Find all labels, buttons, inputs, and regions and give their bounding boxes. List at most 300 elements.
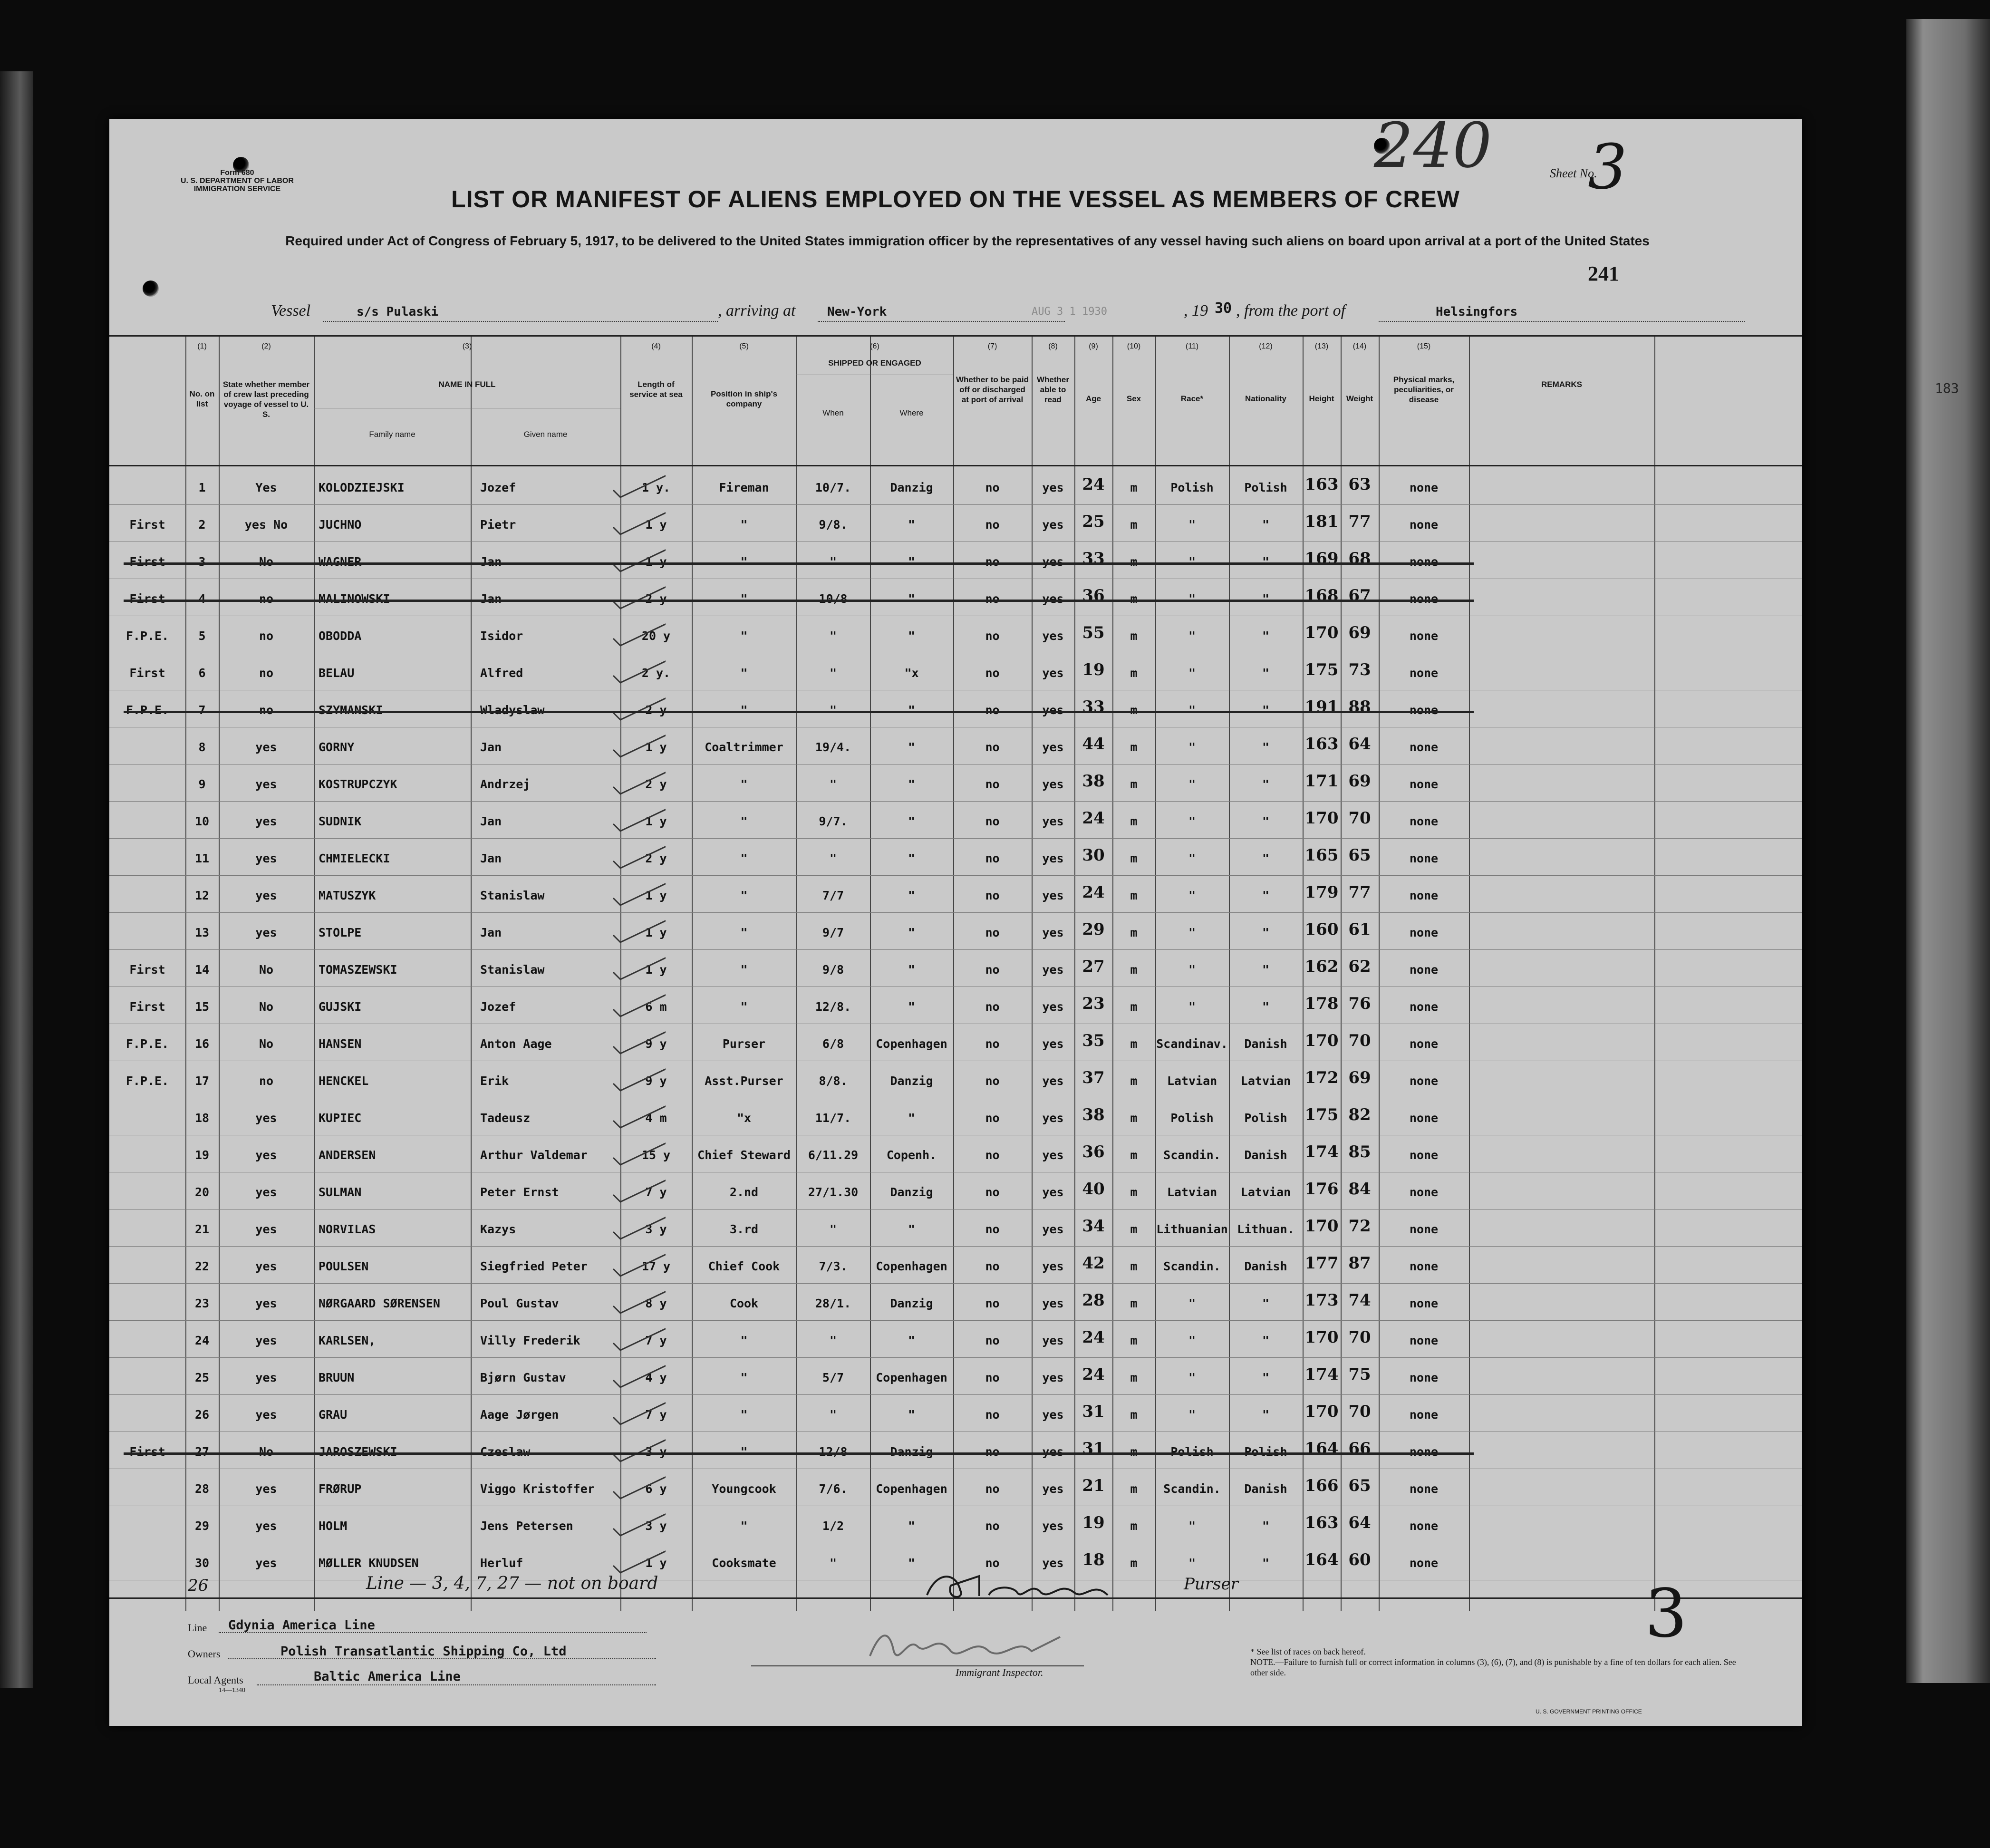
year-value: 30 bbox=[1215, 300, 1232, 317]
table-row bbox=[109, 542, 1802, 579]
header-remarks: REMARKS bbox=[1541, 380, 1582, 389]
row-length-of-service: 7 y bbox=[645, 1185, 667, 1199]
row-number: 20 bbox=[194, 1185, 210, 1199]
adjacent-page-right-edge bbox=[1906, 19, 1990, 1683]
row-number: 3 bbox=[198, 555, 206, 569]
row-margin-note: First bbox=[129, 1445, 165, 1459]
row-given-name: Czeslaw bbox=[480, 1445, 531, 1459]
row-height: 174 bbox=[1304, 1142, 1339, 1161]
row-given-name: Jozef bbox=[480, 1000, 516, 1014]
row-shipped-where: " bbox=[908, 703, 916, 717]
row-shipped-where: Danzig bbox=[890, 1297, 933, 1310]
row-shipped-where: " bbox=[908, 740, 916, 754]
row-shipped-where: Copenhagen bbox=[876, 1371, 947, 1384]
row-physical-marks: none bbox=[1409, 1185, 1439, 1199]
table-row bbox=[109, 1135, 1802, 1172]
row-paid-off: no bbox=[985, 1000, 1000, 1014]
row-number: 11 bbox=[194, 851, 210, 865]
row-sex: m bbox=[1130, 703, 1138, 717]
table-row bbox=[109, 987, 1802, 1024]
row-shipped-where: " bbox=[908, 889, 916, 902]
row-nationality: " bbox=[1262, 814, 1270, 828]
row-weight: 72 bbox=[1348, 1217, 1371, 1236]
row-nationality: " bbox=[1262, 889, 1270, 902]
row-weight: 74 bbox=[1348, 1291, 1371, 1310]
row-paid-off: no bbox=[985, 740, 1000, 754]
row-race: Polish bbox=[1170, 1111, 1214, 1125]
row-age: 35 bbox=[1082, 1031, 1105, 1050]
row-number: 25 bbox=[194, 1371, 210, 1384]
row-weight: 75 bbox=[1348, 1365, 1371, 1384]
row-family-name: GRAU bbox=[319, 1408, 348, 1422]
row-shipped-when: 9/8 bbox=[822, 963, 844, 977]
header-physical-marks: Physical marks, peculiarities, or disease bbox=[1393, 375, 1455, 404]
row-family-name: HOLM bbox=[319, 1519, 348, 1533]
row-position: " bbox=[740, 666, 748, 680]
row-shipped-where: " bbox=[908, 814, 916, 828]
service-name: IMMIGRATION SERVICE bbox=[193, 185, 281, 193]
row-height: 165 bbox=[1304, 846, 1339, 865]
row-race: " bbox=[1188, 1371, 1196, 1384]
row-family-name: SULMAN bbox=[319, 1185, 362, 1199]
row-sex: m bbox=[1130, 1519, 1138, 1533]
row-given-name: Peter Ernst bbox=[480, 1185, 559, 1199]
row-able-to-read: yes bbox=[1042, 1297, 1064, 1310]
header-weight: Weight bbox=[1346, 394, 1373, 403]
header-family-name: Family name bbox=[369, 430, 415, 439]
row-able-to-read: yes bbox=[1042, 1519, 1064, 1533]
row-family-name: FRØRUP bbox=[319, 1482, 362, 1496]
row-family-name: TOMASZEWSKI bbox=[319, 963, 397, 977]
row-shipped-when: 1/2 bbox=[822, 1519, 844, 1533]
row-family-name: NØRGAARD SØRENSEN bbox=[319, 1297, 440, 1310]
check-mark-icon bbox=[609, 1361, 666, 1390]
row-previous-voyage: no bbox=[259, 592, 274, 606]
department-name: U. S. DEPARTMENT OF LABOR bbox=[181, 177, 294, 185]
row-shipped-where: " bbox=[908, 777, 916, 791]
row-number: 16 bbox=[194, 1037, 210, 1051]
row-length-of-service: 6 m bbox=[645, 1000, 667, 1014]
table-row bbox=[109, 1432, 1802, 1469]
row-number: 12 bbox=[194, 889, 210, 902]
row-sex: m bbox=[1130, 926, 1138, 939]
check-mark-icon bbox=[609, 1509, 666, 1538]
row-family-name: SZYMANSKI bbox=[319, 703, 383, 717]
row-length-of-service: 2 y bbox=[645, 703, 667, 717]
row-shipped-when: 7/3. bbox=[819, 1259, 848, 1273]
row-able-to-read: yes bbox=[1042, 518, 1064, 532]
row-physical-marks: none bbox=[1409, 666, 1439, 680]
check-mark-icon bbox=[609, 916, 666, 945]
row-sex: m bbox=[1130, 1445, 1138, 1459]
row-sex: m bbox=[1130, 1371, 1138, 1384]
row-nationality: " bbox=[1262, 703, 1270, 717]
row-weight: 65 bbox=[1348, 846, 1371, 865]
row-able-to-read: yes bbox=[1042, 1445, 1064, 1459]
row-able-to-read: yes bbox=[1042, 926, 1064, 939]
row-weight: 82 bbox=[1348, 1105, 1371, 1124]
table-row bbox=[109, 801, 1802, 838]
row-nationality: " bbox=[1262, 592, 1270, 606]
row-height: 160 bbox=[1304, 920, 1339, 939]
row-age: 30 bbox=[1082, 846, 1105, 865]
table-row bbox=[109, 912, 1802, 949]
row-nationality: " bbox=[1262, 740, 1270, 754]
row-given-name: Arthur Valdemar bbox=[480, 1148, 588, 1162]
row-previous-voyage: No bbox=[259, 1445, 274, 1459]
row-previous-voyage: yes bbox=[255, 1408, 277, 1422]
row-number: 24 bbox=[194, 1334, 210, 1347]
row-age: 23 bbox=[1082, 994, 1105, 1013]
row-length-of-service: 1 y bbox=[645, 926, 667, 939]
row-family-name: CHMIELECKI bbox=[319, 851, 390, 865]
manifest-page bbox=[109, 119, 1802, 1726]
row-nationality: Danish bbox=[1244, 1259, 1287, 1273]
row-shipped-where: Copenh. bbox=[886, 1148, 937, 1162]
arriving-port: New-York bbox=[827, 305, 887, 319]
row-able-to-read: yes bbox=[1042, 1556, 1064, 1570]
row-position: "x bbox=[736, 1111, 752, 1125]
check-mark-icon bbox=[609, 805, 666, 833]
row-nationality: Danish bbox=[1244, 1037, 1287, 1051]
row-shipped-where: Copenhagen bbox=[876, 1259, 947, 1273]
row-nationality: Polish bbox=[1244, 1111, 1287, 1125]
row-previous-voyage: no bbox=[259, 703, 274, 717]
row-number: 30 bbox=[194, 1556, 210, 1570]
row-weight: 67 bbox=[1348, 586, 1371, 605]
row-length-of-service: 6 y bbox=[645, 1482, 667, 1496]
printer-credit: U. S. GOVERNMENT PRINTING OFFICE bbox=[1536, 1708, 1642, 1715]
check-mark-icon bbox=[609, 1435, 666, 1464]
row-height: 170 bbox=[1304, 623, 1339, 642]
row-given-name: Siegfried Peter bbox=[480, 1259, 588, 1273]
row-age: 24 bbox=[1082, 1365, 1105, 1384]
row-given-name: Isidor bbox=[480, 629, 523, 643]
row-number: 28 bbox=[194, 1482, 210, 1496]
row-race: Polish bbox=[1170, 481, 1214, 494]
row-race: " bbox=[1188, 814, 1196, 828]
row-race: Scandin. bbox=[1163, 1148, 1221, 1162]
row-number: 6 bbox=[198, 666, 206, 680]
row-shipped-when: 12/8 bbox=[819, 1445, 848, 1459]
row-physical-marks: none bbox=[1409, 1297, 1439, 1310]
row-previous-voyage: yes bbox=[255, 926, 277, 939]
row-previous-voyage: yes bbox=[255, 1148, 277, 1162]
row-family-name: KARLSEN, bbox=[319, 1334, 376, 1347]
line-value: Gdynia America Line bbox=[228, 1618, 375, 1633]
row-previous-voyage: yes bbox=[255, 1185, 277, 1199]
row-given-name: Andrzej bbox=[480, 777, 531, 791]
row-shipped-when: " bbox=[829, 1408, 837, 1422]
row-physical-marks: none bbox=[1409, 740, 1439, 754]
row-sex: m bbox=[1130, 592, 1138, 606]
row-length-of-service: 1 y bbox=[645, 740, 667, 754]
penalty-note: NOTE.—Failure to furnish full or correct information in columns (3), (6), (7), and (8) is punishable by a fine of ten dollars for each alien. See other side. bbox=[1250, 1657, 1736, 1677]
row-number: 19 bbox=[194, 1148, 210, 1162]
row-age: 42 bbox=[1082, 1254, 1105, 1273]
row-paid-off: no bbox=[985, 1259, 1000, 1273]
header-where: Where bbox=[899, 408, 924, 417]
row-able-to-read: yes bbox=[1042, 1408, 1064, 1422]
row-shipped-when: 7/7 bbox=[822, 889, 844, 902]
row-position: " bbox=[740, 592, 748, 606]
row-sex: m bbox=[1130, 1148, 1138, 1162]
row-length-of-service: 1 y bbox=[645, 555, 667, 569]
row-race: Scandin. bbox=[1163, 1259, 1221, 1273]
row-length-of-service: 7 y bbox=[645, 1408, 667, 1422]
header-age: Age bbox=[1085, 394, 1101, 403]
check-mark-icon bbox=[609, 619, 666, 648]
row-age: 31 bbox=[1082, 1439, 1105, 1458]
row-length-of-service: 4 y bbox=[645, 1371, 667, 1384]
row-able-to-read: yes bbox=[1042, 1482, 1064, 1496]
row-physical-marks: none bbox=[1409, 592, 1439, 606]
row-given-name: Tadeusz bbox=[480, 1111, 531, 1125]
row-number: 18 bbox=[194, 1111, 210, 1125]
row-sex: m bbox=[1130, 1297, 1138, 1310]
row-position: Youngcook bbox=[712, 1482, 776, 1496]
row-shipped-where: " bbox=[908, 518, 916, 532]
handwritten-top-number: 240 bbox=[1374, 119, 1492, 182]
row-given-name: Herluf bbox=[480, 1556, 523, 1570]
row-family-name: KUPIEC bbox=[319, 1111, 362, 1125]
row-weight: 63 bbox=[1348, 475, 1371, 494]
row-position: Cook bbox=[729, 1297, 759, 1310]
row-position: " bbox=[740, 1000, 748, 1014]
row-family-name: GORNY bbox=[319, 740, 355, 754]
check-mark-icon bbox=[609, 1213, 666, 1241]
check-mark-icon bbox=[609, 508, 666, 537]
agents-label: Local Agents bbox=[188, 1674, 243, 1686]
row-length-of-service: 2 y bbox=[645, 851, 667, 865]
row-previous-voyage: yes bbox=[255, 1519, 277, 1533]
row-previous-voyage: No bbox=[259, 1037, 274, 1051]
row-height: 170 bbox=[1304, 1217, 1339, 1236]
row-able-to-read: yes bbox=[1042, 629, 1064, 643]
row-number: 5 bbox=[198, 629, 206, 643]
agents-value: Baltic America Line bbox=[314, 1669, 461, 1684]
row-position: Cooksmate bbox=[712, 1556, 776, 1570]
row-shipped-when: " bbox=[829, 666, 837, 680]
row-shipped-where: " bbox=[908, 926, 916, 939]
row-shipped-when: 9/7. bbox=[819, 814, 848, 828]
row-height: 172 bbox=[1304, 1068, 1339, 1087]
row-paid-off: no bbox=[985, 1371, 1000, 1384]
row-position: " bbox=[740, 518, 748, 532]
row-race: " bbox=[1188, 926, 1196, 939]
row-height: 162 bbox=[1304, 957, 1339, 976]
row-position: 2.nd bbox=[729, 1185, 759, 1199]
header-race: Race* bbox=[1180, 394, 1204, 403]
row-given-name: Kazys bbox=[480, 1222, 516, 1236]
row-length-of-service: 1 y bbox=[645, 1556, 667, 1570]
row-family-name: GUJSKI bbox=[319, 1000, 362, 1014]
row-position: " bbox=[740, 926, 748, 939]
page-subtitle: Required under Act of Congress of February 5, 1917, to be delivered to the United States immigration officer by the representatives of any vessel having such aliens on board upon arrival at a port of the United States bbox=[285, 233, 1650, 248]
row-nationality: Latvian bbox=[1240, 1074, 1291, 1088]
row-physical-marks: none bbox=[1409, 1074, 1439, 1088]
row-given-name: Bjørn Gustav bbox=[480, 1371, 566, 1384]
row-family-name: WAGNER bbox=[319, 555, 362, 569]
row-given-name: Alfred bbox=[480, 666, 523, 680]
row-able-to-read: yes bbox=[1042, 1111, 1064, 1125]
row-paid-off: no bbox=[985, 1037, 1000, 1051]
row-age: 38 bbox=[1082, 772, 1105, 791]
table-row bbox=[109, 616, 1802, 653]
check-mark-icon bbox=[609, 1139, 666, 1167]
row-weight: 70 bbox=[1348, 1402, 1371, 1421]
row-length-of-service: 1 y. bbox=[641, 481, 671, 494]
row-previous-voyage: yes bbox=[255, 889, 277, 902]
row-family-name: BRUUN bbox=[319, 1371, 355, 1384]
row-race: " bbox=[1188, 592, 1196, 606]
row-nationality: " bbox=[1262, 1408, 1270, 1422]
row-age: 25 bbox=[1082, 512, 1105, 531]
header-sex: Sex bbox=[1126, 394, 1141, 403]
row-position: " bbox=[740, 703, 748, 717]
row-previous-voyage: yes bbox=[255, 1259, 277, 1273]
row-shipped-when: 12/8. bbox=[815, 1000, 851, 1014]
line-label: Line bbox=[188, 1622, 207, 1634]
row-sex: m bbox=[1130, 1334, 1138, 1347]
row-family-name: POULSEN bbox=[319, 1259, 369, 1273]
row-height: 179 bbox=[1304, 883, 1339, 902]
row-race: " bbox=[1188, 740, 1196, 754]
date-stamp: AUG 3 1 1930 bbox=[1032, 306, 1107, 318]
check-mark-icon bbox=[609, 657, 666, 685]
form-code: 14—1340 bbox=[219, 1687, 245, 1694]
row-age: 31 bbox=[1082, 1402, 1105, 1421]
table-row bbox=[109, 727, 1802, 764]
row-family-name: JUCHNO bbox=[319, 518, 362, 532]
row-position: Coaltrimmer bbox=[705, 740, 783, 754]
row-age: 27 bbox=[1082, 957, 1105, 976]
row-previous-voyage: Yes bbox=[255, 481, 277, 494]
row-age: 34 bbox=[1082, 1217, 1105, 1236]
row-shipped-when: 7/6. bbox=[819, 1482, 848, 1496]
row-shipped-when: " bbox=[829, 851, 837, 865]
owners-value: Polish Transatlantic Shipping Co, Ltd bbox=[280, 1644, 567, 1659]
row-previous-voyage: yes No bbox=[244, 518, 288, 532]
row-nationality: " bbox=[1262, 629, 1270, 643]
check-mark-icon bbox=[609, 1324, 666, 1353]
check-mark-icon bbox=[609, 1027, 666, 1056]
row-paid-off: no bbox=[985, 1445, 1000, 1459]
row-given-name: Wladyslaw bbox=[480, 703, 545, 717]
table-row bbox=[109, 1061, 1802, 1098]
row-able-to-read: yes bbox=[1042, 555, 1064, 569]
year-prefix: , 19 bbox=[1184, 302, 1208, 319]
row-previous-voyage: yes bbox=[255, 851, 277, 865]
table-row bbox=[109, 1098, 1802, 1135]
row-able-to-read: yes bbox=[1042, 777, 1064, 791]
row-paid-off: no bbox=[985, 1482, 1000, 1496]
row-sex: m bbox=[1130, 889, 1138, 902]
row-able-to-read: yes bbox=[1042, 1000, 1064, 1014]
row-position: Chief Steward bbox=[697, 1148, 791, 1162]
row-margin-note: F.P.E. bbox=[126, 703, 169, 717]
row-age: 28 bbox=[1082, 1291, 1105, 1310]
row-height: 166 bbox=[1304, 1476, 1339, 1495]
table-row bbox=[109, 875, 1802, 912]
row-family-name: ANDERSEN bbox=[319, 1148, 376, 1162]
check-mark-icon bbox=[609, 731, 666, 759]
row-physical-marks: none bbox=[1409, 518, 1439, 532]
row-shipped-when: 9/8. bbox=[819, 518, 848, 532]
row-race: " bbox=[1188, 518, 1196, 532]
row-previous-voyage: No bbox=[259, 555, 274, 569]
row-shipped-where: " bbox=[908, 963, 916, 977]
row-given-name: Aage Jørgen bbox=[480, 1408, 559, 1422]
row-physical-marks: none bbox=[1409, 555, 1439, 569]
row-physical-marks: none bbox=[1409, 1482, 1439, 1496]
row-weight: 88 bbox=[1348, 697, 1371, 716]
row-race: Scandinav. bbox=[1156, 1037, 1228, 1051]
row-previous-voyage: yes bbox=[255, 1556, 277, 1570]
row-weight: 77 bbox=[1348, 883, 1371, 902]
row-paid-off: no bbox=[985, 666, 1000, 680]
row-shipped-when: 8/8. bbox=[819, 1074, 848, 1088]
row-able-to-read: yes bbox=[1042, 963, 1064, 977]
row-family-name: KOLODZIEJSKI bbox=[319, 481, 405, 494]
row-able-to-read: yes bbox=[1042, 592, 1064, 606]
row-length-of-service: 20 y bbox=[641, 629, 671, 643]
row-given-name: Stanislaw bbox=[480, 963, 545, 977]
row-nationality: " bbox=[1262, 1000, 1270, 1014]
row-number: 17 bbox=[194, 1074, 210, 1088]
row-number: 23 bbox=[194, 1297, 210, 1310]
row-position: Fireman bbox=[719, 481, 769, 494]
row-nationality: " bbox=[1262, 963, 1270, 977]
row-race: Scandin. bbox=[1163, 1482, 1221, 1496]
row-able-to-read: yes bbox=[1042, 1037, 1064, 1051]
row-position: Asst.Purser bbox=[705, 1074, 783, 1088]
header-position: Position in ship's company bbox=[710, 389, 778, 408]
row-nationality: " bbox=[1262, 1334, 1270, 1347]
form-number: Form 680 bbox=[220, 169, 254, 177]
row-age: 40 bbox=[1082, 1180, 1105, 1199]
table-row bbox=[109, 1024, 1802, 1061]
row-number: 7 bbox=[198, 703, 206, 717]
row-sex: m bbox=[1130, 518, 1138, 532]
row-margin-note: First bbox=[129, 518, 165, 532]
table-row bbox=[109, 653, 1802, 690]
table-row bbox=[109, 949, 1802, 987]
table-row bbox=[109, 579, 1802, 616]
row-sex: m bbox=[1130, 1111, 1138, 1125]
row-height: 170 bbox=[1304, 809, 1339, 828]
row-physical-marks: none bbox=[1409, 1519, 1439, 1533]
row-height: 178 bbox=[1304, 994, 1339, 1013]
row-family-name: BELAU bbox=[319, 666, 355, 680]
check-mark-icon bbox=[609, 1287, 666, 1316]
row-margin-note: First bbox=[129, 1000, 165, 1014]
header-shipped-or-engaged: SHIPPED OR ENGAGED bbox=[828, 358, 921, 368]
row-able-to-read: yes bbox=[1042, 666, 1064, 680]
large-sheet-number: 3 bbox=[1645, 1575, 1688, 1653]
row-number: 10 bbox=[194, 814, 210, 828]
row-physical-marks: none bbox=[1409, 889, 1439, 902]
row-physical-marks: none bbox=[1409, 1445, 1439, 1459]
row-family-name: MATUSZYK bbox=[319, 889, 376, 902]
row-length-of-service: 15 y bbox=[641, 1148, 671, 1162]
row-number: 21 bbox=[194, 1222, 210, 1236]
row-sex: m bbox=[1130, 1482, 1138, 1496]
row-race: " bbox=[1188, 1297, 1196, 1310]
row-shipped-when: 6/8 bbox=[822, 1037, 844, 1051]
check-mark-icon bbox=[609, 953, 666, 982]
row-paid-off: no bbox=[985, 592, 1000, 606]
